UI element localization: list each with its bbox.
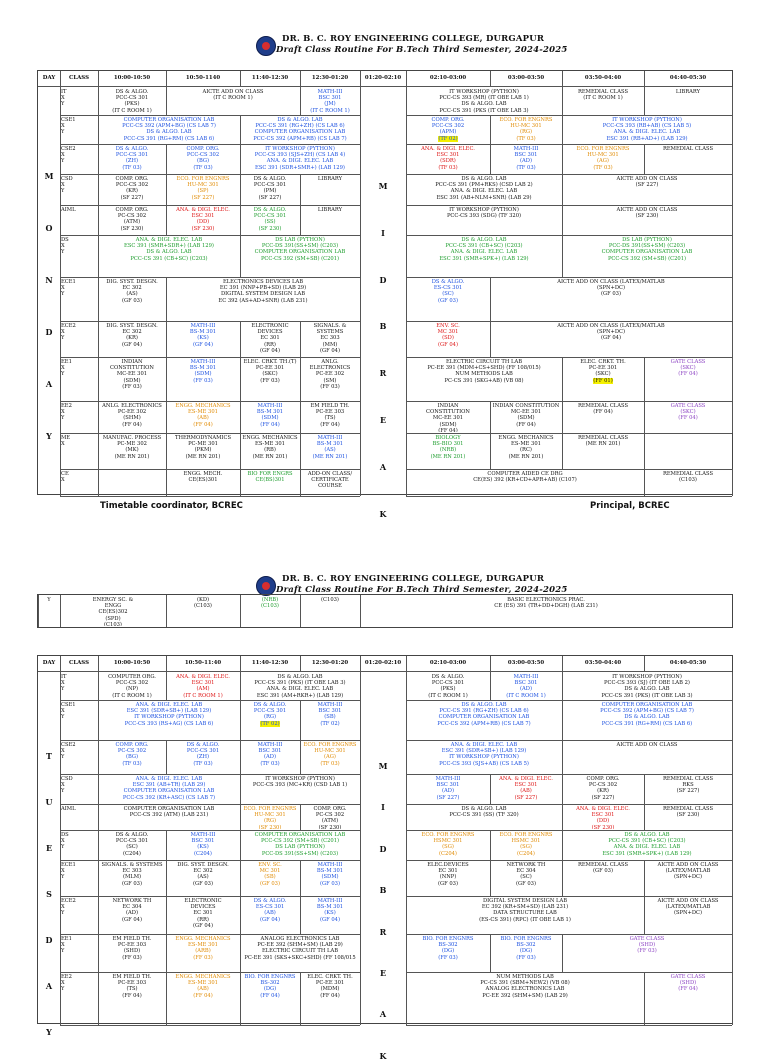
monday-day-letter: O: [45, 223, 53, 233]
tuesday-slot: DS & ALGO. ES-CS 301 (AB) (GF 04): [253, 898, 287, 923]
tuesday-slot: COMPUTER ORGANISATION LAB PCC-CS 392 (SM+SB) (C201) DS LAB (PYTHON) PCC-DS 391(SS+SM) (C203): [254, 832, 346, 857]
tuesday-col-header: 03:00-03:50: [507, 660, 545, 666]
grid-line: [360, 87, 361, 115]
monday-class-label: EE1 X Y: [61, 359, 72, 378]
monday-slot: IT WORKSHOP (PYTHON) PCC-CS 393 (MR) (IT OBE LAB 1) DS & ALGO. LAB PCC-CS 391 (PKS (IT OBE LAB 3): [439, 89, 529, 114]
monday-slot: INDIAN CONSTITUTION MC-EE 301 (SDM) (FF 03): [110, 359, 154, 390]
tuesday-slot: REMEDIAL CLASS RKS (SF 227): [662, 776, 713, 795]
tuesday-col-header: 10:00-10:50: [113, 660, 151, 666]
grid-line: [732, 87, 733, 115]
tuesday-slot: DS & ALGO. LAB PCC-CS 391 (SS) (TF 320): [449, 806, 519, 819]
tuesday-slot: MATH-III BSC 301 (SB) (TF 02): [317, 702, 343, 727]
midbreak-letter: D: [379, 274, 387, 285]
tuesday-slot: ANA. & DIGI. ELEC. ESC 301 (AB) (SF 227): [499, 776, 553, 801]
college-name: DR. B. C. ROY ENGINEERING COLLEGE, DURGAPUR: [282, 34, 545, 44]
monday-class-label: ECE1 X Y: [61, 279, 76, 298]
tuesday-slot: COMP. ORG. PC-CS 302 (KR) (SF 227): [586, 776, 620, 801]
monday-slot: AICTE ADD ON CLASS (SF 227): [616, 176, 678, 189]
tuesday-slot: AICTE ADD ON CLASS: [616, 742, 678, 748]
grid-line: [562, 71, 563, 86]
monday-slot: GATE CLASS (SKC) (FF 04): [670, 403, 706, 422]
tuesday-slot: MATH-III BSC 301 (AD) (SF 227): [435, 776, 461, 801]
grid-line: [732, 357, 733, 401]
grid-line: [490, 656, 491, 671]
tuesday-day-letter: E: [45, 843, 53, 853]
monday-class-label: ME X: [61, 435, 71, 448]
midbreak-letter: R: [379, 926, 387, 937]
grid-line: [732, 115, 733, 144]
midbreak-letter: A: [379, 461, 387, 472]
tuesday-slot: SIGNALS. & SYSTEMS EC 303 (MLM) (GF 03): [101, 862, 163, 887]
monday-slot: ENGG. MECHANICS ES-ME 301 (RC) (ME RN 201): [498, 435, 554, 460]
tuesday-slot: ELEC. CRKT. TH. PC-EE 301 (MDM) (FF 04): [307, 974, 353, 999]
tuesday-class-label: ECE2 X Y: [61, 898, 76, 917]
monday-slot: AICTE ADD ON CLASS (IT C ROOM 1): [202, 89, 264, 102]
monday-day-letter: N: [45, 275, 53, 285]
midbreak-letter: K: [379, 1050, 387, 1061]
grid-line: [732, 972, 733, 1025]
grid-line: [166, 71, 167, 86]
monday-slot: MATH-III BSC 301 (JM) (IT C ROOM 1): [310, 89, 350, 114]
grid-line: [38, 671, 732, 672]
monday-slot: ANLG. ELECTRONICS PC-EE 302 (SM) (FF 03): [309, 359, 351, 390]
grid-line: [360, 71, 361, 86]
timetable-coordinator-label: Timetable coordinator, BCREC: [100, 501, 243, 511]
grid-line: [732, 740, 733, 774]
monday-col-header: 11:40-12:30: [251, 75, 289, 81]
grid-line: [38, 86, 732, 87]
tuesday-slot: DIGITAL SYSTEM DESIGN LAB EC 392 (KR+SM+SD) (LAB 231) DATA STRUCTURE LAB (ES-CS 391) (RPC) (IT OBE LAB 1): [479, 898, 571, 923]
monday-slot: ANA. & DIGI. ELEC. ESC 301 (SDR) (TF 03): [421, 146, 475, 171]
tuesday-slot: BIO. FOR ENGNRS BS-302 (DG) (FF 03): [422, 936, 474, 961]
monday-slot: THERMODYNAMICS PC-ME 301 (PKM) (ME RN 201): [175, 435, 231, 460]
grid-line: [644, 433, 645, 469]
tuesday-slot: ECO. FOR ENGNRS HSMC 301 (SG) (C204): [499, 832, 553, 857]
grid-line: [732, 205, 733, 235]
midbreak-letter: M: [378, 181, 388, 191]
monday-col-header: CLASS: [69, 75, 89, 81]
monday-slot: ECO. FOR ENGNRS HU-MC 301 (AG) (TF 03): [576, 146, 630, 171]
tuesday-slot: NUM METHODS LAB PC-CS 391 (SBM+NEW2) (VB 08) ANALOG ELECTRONICS LAB PC-EE 392 (SHM+SM) (LAB 29): [480, 974, 570, 999]
monday-slot: REMEDIAL CLASS: [662, 146, 713, 152]
grid-line: [406, 656, 407, 671]
midbreak-letter: R: [379, 368, 387, 379]
grid-line: [406, 71, 407, 86]
tuesday-day-letter: D: [45, 935, 53, 945]
monday-class-label: CSE2 X Y: [61, 146, 76, 165]
grid-line: [732, 804, 733, 830]
routine-title: Draft Class Routine For B.Tech Third Semester, 2024-2025: [276, 585, 568, 595]
monday-slot: LIBRARY: [317, 176, 343, 182]
tuesday-class-label: EE1 X Y: [61, 936, 72, 955]
tuesday-day-letter: Y: [46, 1027, 52, 1037]
tuesday-slot: REMEDIAL CLASS (GF 03): [577, 862, 628, 875]
grid-line: [98, 656, 99, 671]
monday-slot: BIO FOR ENGRS CE(BS)301: [247, 471, 293, 484]
tuesday-slot: DS & ALGO. PCC-CS 301 (PKS) (IT C ROOM 1): [428, 674, 468, 699]
monday-slot: ECO. FOR ENGNRS HU-MC 301 (RG) (TF 03): [499, 117, 553, 142]
tuesday-day-letter: A: [45, 981, 53, 991]
monday-slot: LIBRARY: [317, 207, 343, 213]
monday-slot: COMP. ORG. PCC-CS 302 (APM) (TF 02): [431, 117, 465, 142]
tuesday-slot: REMEDIAL CLASS (SF 230): [662, 806, 713, 819]
monday-slot: LIBRARY: [675, 89, 701, 95]
grid-line: [732, 235, 733, 277]
midbreak-letter: M: [378, 761, 388, 771]
routine-title: Draft Class Routine For B.Tech Third Semester, 2024-2025: [276, 45, 568, 55]
tuesday-day-letter: T: [46, 751, 52, 761]
monday-slot: MANUFAC. PROCESS PC-ME 302 (MK) (ME RN 201): [102, 435, 162, 460]
monday-slot: ANA. & DIGI. ELEC. ESC 301 (DD) (SF 230): [176, 207, 230, 232]
monday-slot: ELECTRIC CIRCUIT TH LAB PC-EE 391 (MDM+CS+SHD) (FF 108/015) NUM METHODS LAB PC-CS 391 (SKG+AB) (VB 08): [427, 359, 541, 384]
tuesday-slot: DS & ALGO. LAB PCC-CS 391 (CB+SC) (C203) ANA. & DIGI. ELEC. LAB ESC 391 (SMR+SPK+) (LAB 129): [602, 832, 692, 857]
monday-slot: MATH-III BS-M 301 (SDM) (FF 04): [256, 403, 284, 428]
grid-line: [300, 656, 301, 671]
monday-slot: ENGG. MECHANICS ES-ME 301 (AB) (FF 04): [175, 403, 231, 428]
monday-slot: ELEC. CRKT. TH. PC-EE 301 (SKC) (FF 01): [580, 359, 626, 384]
college-logo-icon: [256, 576, 276, 596]
tuesday-class-label: AIML: [61, 806, 76, 812]
tuesday-slot: ANA. & DIGI. ELEC. LAB ESC 391 (AB+TR) (LAB 29) COMPUTER ORGANISATION LAB PCC-CS 392 (KR+ASC) (CS LAB 7): [122, 776, 216, 801]
monday-slot: DS LAB (PYTHON) PCC-DS 391(SS+SM) (C203) COMPUTER ORGANISATION LAB PCC-CS 392 (SM+SB) (C201): [254, 237, 346, 262]
tuesday-class-label: CSE2 X Y: [61, 742, 76, 761]
tuesday-col-header: 01:20-02:10: [364, 660, 402, 666]
college-logo-icon: [256, 36, 276, 56]
monday-slot: IT WORKSHOP (PYTHON) PCC-CS 393 (RB+AB) (CS LAB 5) ANA. & DIGI. ELEC. LAB ESC 391 (RB+AD+) (LAB 129): [602, 117, 692, 142]
grid-line: [490, 71, 491, 86]
grid-line: [360, 433, 361, 469]
college-name: DR. B. C. ROY ENGINEERING COLLEGE, DURGAPUR: [282, 574, 545, 584]
tuesday-slot: COMP. ORG. PC-CS 302 (BG) (TF 03): [115, 742, 149, 767]
tuesday-col-header: 10:50-11:40: [184, 660, 222, 666]
tuesday-slot: ANA. & DIGI. ELEC. ESC 301 (DD) (SF 230): [576, 806, 630, 829]
grid-line: [360, 860, 361, 896]
tuesday-slot: IT WORKSHOP (PYTHON) PCC-CS 393 (SJ) (IT OBE LAB 2) DS & ALGO. LAB PCC-CS 391 (PKS) (IT OBE LAB 3): [601, 674, 693, 699]
grid-line: [732, 401, 733, 433]
monday-slot: DS & ALGO. PCC-CS 301 (SS) (SF 230): [253, 207, 287, 232]
grid-line: [360, 740, 361, 774]
monday-slot: DS & ALGO. LAB PCC-CS 391 (PM+RKS) (CSD LAB 2) ANA. & DIGI. ELEC. LAB ESC 391 (AB+NLM+SNR) (LAB 29): [435, 176, 533, 201]
tuesday-slot: EM FIELD TH. PC-EE 303 (SHD) (FF 03): [112, 936, 152, 961]
grid-line: [360, 357, 361, 401]
monday-day-letter: Y: [46, 431, 52, 441]
monday-slot: DS & ALGO. LAB PCC-CS 391 (RG+ZH) (CS LAB 6) COMPUTER ORGANISATION LAB PCC-CS 392 (APM+RB) (CS LAB 7): [253, 117, 347, 142]
tuesday-class-label: EE2 X Y: [61, 974, 72, 993]
tuesday-slot: ELEC.DEVICES EC 301 (NNP) (GF 03): [427, 862, 469, 887]
monday-slot: COMPUTER ORGANISATION LAB PCC-CS 392 (APM+BG) (CS LAB 7) DS & ALGO. LAB PCC-CS 391 (RG+RM) (CS LAB 6): [122, 117, 216, 142]
tuesday-slot: COMPUTER ORGANISATION LAB PCC-CS 392 (ATM) (LAB 231): [123, 806, 215, 819]
monday-col-header: 01:20-02:10: [364, 75, 402, 81]
monday-slot: COMP. ORG. PC-CS 302 (ATM) (SF 230): [115, 207, 149, 232]
monday-col-header: 04:40-05:30: [669, 75, 707, 81]
monday-slot: DS & ALGO. LAB PCC-CS 391 (CB+SC) (C203) ANA. & DIGI. ELEC. LAB ESC 391 (SMR+SPK+) (LAB 129): [439, 237, 529, 262]
principal-label: Principal, BCREC: [590, 501, 670, 511]
monday-slot: MATH-III BS-M 301 (SDM) (FF 03): [189, 359, 217, 384]
grid-line: [360, 804, 361, 830]
tuesday-class-label: IT X Y: [61, 674, 67, 693]
grid-line: [644, 656, 645, 671]
tuesday-slot: AICTE ADD ON CLASS (LATEX/MATLAB (SPN+DC): [657, 862, 719, 881]
monday-slot: DS & ALGO. PCC-CS 301 (PKS) (IT C ROOM 1): [112, 89, 152, 114]
monday-slot: GATE CLASS (SKC) (FF 04): [670, 359, 706, 378]
monday-slot: REMEDIAL CLASS (ME RN 201): [577, 435, 628, 448]
monday-day-letter: M: [44, 171, 54, 181]
tuesday-col-header: 12:30-01:20: [311, 660, 349, 666]
tuesday-slot: NETWORK TH EC 304 (AD) (GF 04): [112, 898, 152, 923]
grid-line: [360, 830, 361, 860]
tuesday-slot: ELECTRONIC DEVICES EC 301 (RR) (GF 04): [184, 898, 222, 929]
tuesday-slot: COMPUTER ORG. PCC-CS 302 (NP) (IT C ROOM 1): [108, 674, 156, 699]
grid-line: [98, 71, 99, 86]
monday-slot: DS & ALGO. PCC-CS 301 (ZH) (TF 03): [115, 146, 149, 171]
midbreak-letter: B: [379, 321, 387, 332]
grid-line: [360, 235, 361, 277]
grid-line: [360, 896, 361, 934]
monday-slot: ADD-ON CLASS/ CERTIFICATE COURSE: [307, 471, 353, 490]
monday-slot: REMEDIAL CLASS (IT C ROOM 1): [577, 89, 628, 102]
tuesday-slot: ECO. FOR ENGNRS HU-MC 301 (RG) (SF 230): [243, 806, 297, 829]
monday-class-label: IT X Y: [61, 89, 67, 108]
ce-strip-slot: ENERGY SC. & ENGG CE(ES)302 (SPD) (C103): [92, 597, 134, 626]
monday-col-header: 10:50-1140: [185, 75, 221, 81]
grid-line: [360, 205, 361, 235]
monday-day-letter: D: [45, 327, 53, 337]
midbreak-letter: D: [379, 843, 387, 854]
midbreak-letter: I: [381, 802, 385, 813]
tuesday-routine-table: [37, 655, 733, 1061]
grid-line: [732, 934, 733, 972]
tuesday-slot: EM FIELD TH. PC-EE 303 (TS) (FF 04): [112, 974, 152, 999]
grid-line: [360, 672, 361, 700]
monday-slot: ECO. FOR ENGNRS HU-MC 301 (SP) (SF 227): [176, 176, 230, 201]
ce-strip-slot: (NRB) (C103): [261, 597, 279, 610]
grid-line: [360, 469, 361, 496]
tuesday-slot: ENV. SC. MC 301 (SB) (GF 03): [258, 862, 282, 887]
tuesday-slot: DS & ALGO. PCC-CS 301 (ZH) (TF 03): [186, 742, 220, 767]
grid-line: [60, 496, 360, 497]
grid-line: [360, 115, 361, 144]
tuesday-col-header: 04:40-05:30: [669, 660, 707, 666]
tuesday-slot: MATH-III BS-M 301 (SDM) (GF 03): [316, 862, 344, 887]
monday-slot: EM FIELD TH. PC-EE 303 (TS) (FF 04): [310, 403, 350, 428]
grid-line: [360, 774, 361, 804]
monday-slot: MATH-III BS-M 301 (KS) (GF 04): [189, 323, 217, 348]
monday-class-label: EE2 X Y: [61, 403, 72, 422]
ce-strip-slot: Y: [47, 597, 51, 603]
monday-class-label: CE X: [61, 471, 69, 484]
monday-class-label: AIML: [61, 207, 76, 213]
monday-slot: COMP. ORG. PCC-CS 302 (BG) (TF 03): [186, 146, 220, 171]
ce-strip-slot: (KD) (C103): [194, 597, 212, 610]
tuesday-day-letter: U: [45, 797, 53, 807]
monday-slot: DIG. SYST. DESGN. EC 302 (KR) (GF 04): [106, 323, 158, 348]
monday-slot: MATH-III BS-M 301 (AS) (ME RN 201): [312, 435, 348, 460]
tuesday-day-letter: S: [46, 889, 52, 899]
monday-col-header: 03:00-03:50: [507, 75, 545, 81]
tuesday-class-label: DS X Y: [61, 832, 69, 851]
grid-line: [60, 1025, 360, 1026]
monday-slot: AICTE ADD ON CLASS (LATEX/MATLAB (SPN+DC) (GF 04): [557, 323, 665, 342]
tuesday-slot: ENGG. MECHANICS ES-ME 301 (ARB) (FF 03): [175, 936, 231, 961]
monday-slot: ELECTRONICS DEVICES LAB EC 391 (NNP+PB+SD) (LAB 29) DIGITAL SYSTEM DESIGN LAB EC 392 (AS+AD+SNR) (LAB 231): [218, 279, 308, 304]
grid-line: [732, 830, 733, 860]
grid-line: [360, 401, 361, 433]
tuesday-col-header: 11:40-12:30: [251, 660, 289, 666]
monday-slot: MATH-III BSC 301 (AD) (TF 03): [513, 146, 539, 171]
grid-line: [732, 174, 733, 205]
grid-line: [732, 469, 733, 496]
monday-col-header: 10:00-10:50: [113, 75, 151, 81]
tuesday-slot: GATE CLASS (SHD) (FF 04): [670, 974, 706, 993]
monday-slot: ELEC. CRKT. TH.(T) PC-EE 301 (SKC) (FF 03): [243, 359, 297, 384]
grid-line: [732, 700, 733, 740]
monday-slot: AICTE ADD ON CLASS (SF 230): [616, 207, 678, 220]
monday-col-header: 12:30-01:20: [311, 75, 349, 81]
grid-line: [240, 656, 241, 671]
grid-line: [360, 972, 361, 1025]
monday-slot: ANA. & DIGI. ELEC. LAB ESC 391 (SMR+SDR+) (LAB 129) DS & ALGO. LAB PCC-CS 391 (CB+SC) (C203): [124, 237, 214, 262]
midbreak-letter: A: [379, 1009, 387, 1020]
tuesday-class-label: CSD X Y: [61, 776, 73, 795]
tuesday-slot: DS & ALGO. PCC-CS 301 (RG) (TF 02): [253, 702, 287, 727]
monday-slot: COMPUTER AIDED CE DRG CE(ES) 392 (KR+CD+APR+AB) (C107): [473, 471, 577, 484]
tuesday-class-label: CSE1 X Y: [61, 702, 76, 721]
ce-partial-row: [37, 594, 733, 628]
tuesday-slot: DIG. SYST. DESGN. EC 302 (AS) (GF 03): [177, 862, 229, 887]
monday-slot: REMEDIAL CLASS (FF 04): [577, 403, 628, 416]
monday-class-label: CSE1 X Y: [61, 117, 76, 136]
grid-line: [360, 321, 361, 357]
tuesday-slot: DS & ALGO. PCC-CS 301 (SC) (C204): [115, 832, 149, 857]
monday-slot: COMP. ORG. PCC-CS 302 (KR) (SF 227): [115, 176, 149, 201]
tuesday-slot: DS & ALGO. LAB PCC-CS 391 (RG+ZH) (CS LAB 6) COMPUTER ORGANISATION LAB PCC-CS 392 (APM+RB) (CS LAB 7): [437, 702, 531, 727]
grid-line: [166, 656, 167, 671]
tuesday-slot: MATH-III BSC 301 (AD) (IT C ROOM 1): [506, 674, 546, 699]
grid-line: [60, 656, 61, 671]
midbreak-letter: I: [381, 227, 385, 238]
monday-slot: DIG. SYST. DESGN. EC 302 (AS) (GF 03): [106, 279, 158, 304]
grid-line: [360, 144, 361, 174]
grid-line: [406, 496, 732, 497]
grid-line: [240, 71, 241, 86]
tuesday-slot: ANA. & DIGI. ELEC. LAB ESC 391 (SDR+SB+) (LAB 129) IT WORKSHOP (PYTHON) PCC-CS 393 (RS+AG) (CS LAB 6): [124, 702, 214, 727]
tuesday-col-header: 03:50-04:40: [584, 660, 622, 666]
monday-class-label: CSD X Y: [61, 176, 73, 195]
grid-line: [732, 896, 733, 934]
grid-line: [732, 321, 733, 357]
monday-col-header: 02:10-03:00: [429, 75, 467, 81]
tuesday-slot: ECO. FOR ENGNRS HU-MC 301 (AG) (TF 03): [303, 742, 357, 767]
monday-col-header: 03:50-04:40: [584, 75, 622, 81]
monday-slot: BIOLOGY BS-BIO 301 (NRB) (ME RN 201): [430, 435, 466, 460]
tuesday-slot: MATH-III BSC 301 (AD) (TF 03): [257, 742, 283, 767]
grid-line: [406, 1025, 732, 1026]
monday-class-label: ECE2 X Y: [61, 323, 76, 342]
monday-slot: DS & ALGO. ES-CS 301 (SC) (GF 03): [431, 279, 465, 304]
midbreak-letter: B: [379, 885, 387, 896]
tuesday-slot: MATH-III BSC 301 (KS) (C204): [190, 832, 216, 857]
monday-slot: DS LAB (PYTHON) PCC-DS 391(SS+SM) (C203) COMPUTER ORGANISATION LAB PCC-CS 392 (SM+SB) (C201): [601, 237, 693, 262]
tuesday-slot: ANA. & DIGI. ELEC. ESC 301 (AM) (IT C ROOM 1): [176, 674, 230, 699]
tuesday-slot: ANA. & DIGI. ELEC. LAB ESC 391 (SDR+SB+) (LAB 129) IT WORKSHOP (PYTHON) PCC-CS 393 (SJS+AB) (CS LAB 5): [439, 742, 529, 767]
tuesday-slot: BIO. FOR ENGNRS BS-302 (DG) (FF 03): [500, 936, 552, 961]
tuesday-slot: COMP. ORG. PC-CS 302 (ATM) (SF 230): [313, 806, 347, 829]
grid-line: [360, 934, 361, 972]
monday-day-letter: A: [45, 379, 53, 389]
ce-strip-slot: BASIC ELECTRONICS PRAC. CE (ES) 391 (TR+DD+DGH) (LAB 231): [494, 597, 598, 610]
tuesday-col-header: CLASS: [69, 660, 89, 666]
grid-line: [732, 144, 733, 174]
midbreak-letter: E: [379, 415, 387, 425]
tuesday-class-label: ECE1 X Y: [61, 862, 76, 881]
monday-col-header: DAY: [42, 75, 56, 81]
ce-strip-slot: (C103): [321, 597, 339, 603]
monday-slot: SIGNALS. & SYSTEMS EC 303 (MM) (GF 04): [313, 323, 347, 354]
grid-line: [732, 277, 733, 321]
grid-line: [360, 277, 361, 321]
midbreak-letter: K: [379, 508, 387, 519]
monday-slot: ANLG. ELECTRONICS PC-EE 302 (SHM) (FF 04): [102, 403, 162, 428]
tuesday-slot: DS & ALGO. LAB PCC-CS 391 (PKS) (IT OBE LAB 3) ANA. & DIGI. ELEC. LAB ESC 391 (AM+RKR+) (LAB 129): [254, 674, 346, 699]
grid-line: [360, 700, 361, 740]
grid-line: [732, 774, 733, 804]
tuesday-col-header: 02:10-03:00: [429, 660, 467, 666]
monday-slot: INDIAN CONSTITUTION MC-EE 301 (SDM) (FF 04): [492, 403, 560, 428]
monday-slot: ENGG. MECHANICS ES-ME 301 (RB) (ME RN 201): [242, 435, 298, 460]
monday-slot: DS & ALGO. PCC-CS 301 (PM) (SF 227): [253, 176, 287, 201]
tuesday-slot: GATE CLASS (SHD) (FF 03): [629, 936, 665, 955]
tuesday-slot: NETWORK TH EC 304 (SC) (GF 03): [506, 862, 546, 887]
grid-line: [644, 71, 645, 86]
tuesday-slot: ANALOG ELECTRONICS LAB PC-EE 392 (SHM+SM) (LAB 29) ELECTRIC CIRCUIT TH LAB PC-EE 391 (SKS+SKC+SHD) (FF 108/015: [244, 936, 356, 961]
monday-slot: IT WORKSHOP (PYTHON) PCC-CS 393 (SDG) (TF 320): [446, 207, 522, 220]
tuesday-slot: AICTE ADD ON CLASS (LATEX/MATLAB (SPN+DC): [657, 898, 719, 917]
tuesday-slot: COMPUTER ORGANISATION LAB PCC-CS 392 (APM+BG) (CS LAB 7) DS & ALGO. LAB PCC-CS 391 (RG+RM) (CS LAB 6): [600, 702, 694, 727]
midbreak-letter: E: [379, 968, 387, 978]
grid-line: [562, 656, 563, 671]
monday-slot: ENGG. MECH. CE(ES)301: [183, 471, 223, 484]
monday-slot: AICTE ADD ON CLASS (LATEX/MATLAB (SPN+DC) (GF 03): [557, 279, 665, 298]
monday-slot: INDIAN CONSTITUTION MC-EE 301 (SDM) (FF 04): [426, 403, 470, 432]
grid-line: [732, 860, 733, 896]
grid-line: [360, 656, 361, 671]
tuesday-slot: ECO. FOR ENGNRS HSMC 301 (SG) (C204): [421, 832, 475, 857]
tuesday-slot: ENGG. MECHANICS ES-ME 301 (AB) (FF 04): [175, 974, 231, 999]
monday-slot: ENV. SC. MC 301 (SD) (GF 04): [436, 323, 460, 348]
grid-line: [732, 672, 733, 700]
monday-slot: ELECTRONIC DEVICES EC 301 (RR) (GF 04): [251, 323, 289, 354]
tuesday-slot: BIO. FOR ENGNRS BS-302 (DG) (FF 04): [244, 974, 296, 999]
monday-slot: IT WORKSHOP (PYTHON) PCC-CS 393 (SJS+ZH) (CS LAB 4) ANA. & DIGI. ELEC. LAB ESC 391 (SDR+SMR+) (LAB 129): [254, 146, 346, 171]
tuesday-col-header: DAY: [42, 660, 56, 666]
tuesday-slot: IT WORKSHOP (PYTHON) PCC-CS 393 (MC+KR) (CSD LAB 1): [252, 776, 348, 789]
routine-header: [0, 32, 768, 66]
grid-line: [360, 174, 361, 205]
monday-slot: REMEDIAL CLASS (C103): [662, 471, 713, 484]
grid-line: [60, 71, 61, 86]
grid-line: [300, 71, 301, 86]
tuesday-slot: MATH-III BS-M 301 (KS) (GF 04): [316, 898, 344, 923]
monday-class-label: DS X Y: [61, 237, 69, 256]
